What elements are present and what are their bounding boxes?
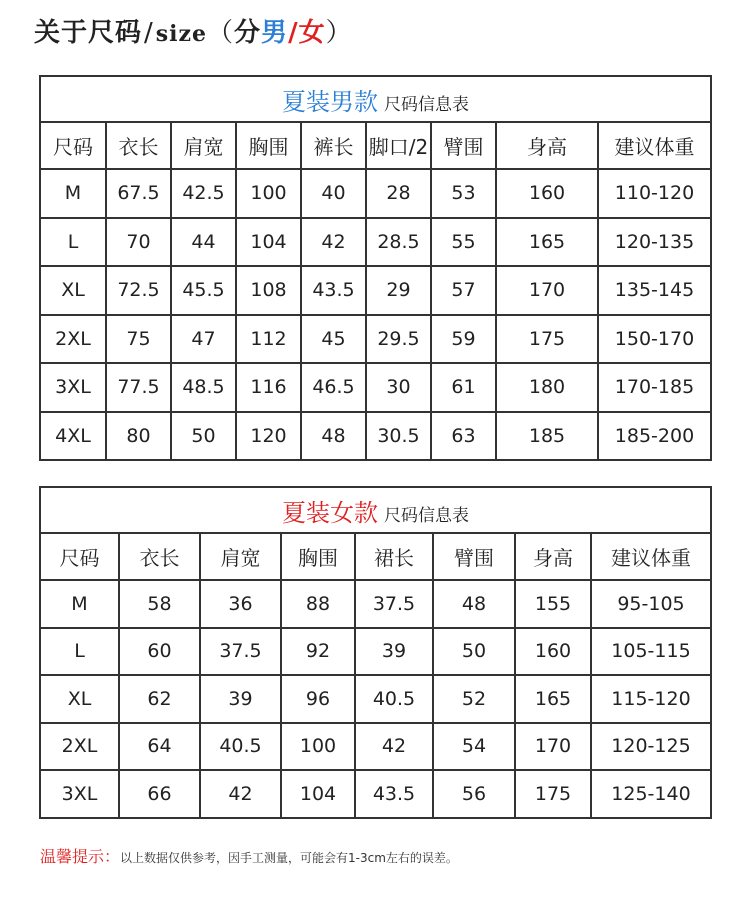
men-size-cell: L xyxy=(40,218,106,267)
women-size-cell: M xyxy=(40,580,119,628)
men-value-cell: 42 xyxy=(301,218,366,267)
men-value-cell: 120-135 xyxy=(598,218,711,267)
notice xyxy=(40,844,458,867)
women-value-cell: 37.5 xyxy=(200,628,281,676)
men-header-cell: 身高 xyxy=(496,122,598,169)
women-header-cell: 建议体重 xyxy=(591,533,711,580)
women-value-cell: 88 xyxy=(281,580,355,628)
women-table-title: 夏装女款 xyxy=(282,498,378,527)
women-value-cell: 37.5 xyxy=(355,580,433,628)
women-value-cell: 92 xyxy=(281,628,355,676)
men-table-row xyxy=(40,315,711,364)
women-size-cell: 2XL xyxy=(40,723,119,771)
men-value-cell: 47 xyxy=(171,315,236,364)
men-value-cell: 63 xyxy=(431,412,496,461)
men-value-cell: 110-120 xyxy=(598,169,711,218)
men-value-cell: 165 xyxy=(496,218,598,267)
women-value-cell: 100 xyxy=(281,723,355,771)
men-value-cell: 185-200 xyxy=(598,412,711,461)
men-size-cell: 2XL xyxy=(40,315,106,364)
women-value-cell: 56 xyxy=(433,770,515,818)
women-value-cell: 125-140 xyxy=(591,770,711,818)
women-value-cell: 175 xyxy=(515,770,591,818)
men-value-cell: 46.5 xyxy=(301,363,366,412)
women-value-cell: 43.5 xyxy=(355,770,433,818)
men-value-cell: 44 xyxy=(171,218,236,267)
women-size-cell: L xyxy=(40,628,119,676)
men-value-cell: 112 xyxy=(236,315,301,364)
men-value-cell: 180 xyxy=(496,363,598,412)
women-size-table xyxy=(39,486,712,819)
men-table-body xyxy=(40,169,711,460)
men-value-cell: 80 xyxy=(106,412,171,461)
men-value-cell: 29 xyxy=(366,266,431,315)
men-value-cell: 43.5 xyxy=(301,266,366,315)
women-table-row xyxy=(40,628,711,676)
men-value-cell: 48 xyxy=(301,412,366,461)
women-value-cell: 95-105 xyxy=(591,580,711,628)
men-value-cell: 40 xyxy=(301,169,366,218)
men-value-cell: 160 xyxy=(496,169,598,218)
women-header-cell: 肩宽 xyxy=(200,533,281,580)
men-value-cell: 72.5 xyxy=(106,266,171,315)
women-value-cell: 48 xyxy=(433,580,515,628)
men-value-cell: 185 xyxy=(496,412,598,461)
women-value-cell: 50 xyxy=(433,628,515,676)
men-table-row xyxy=(40,169,711,218)
men-value-cell: 77.5 xyxy=(106,363,171,412)
men-value-cell: 75 xyxy=(106,315,171,364)
women-header-cell: 裙长 xyxy=(355,533,433,580)
women-table-row xyxy=(40,675,711,723)
women-header-row xyxy=(40,533,711,580)
women-table-subtitle: 尺码信息表 xyxy=(384,505,469,526)
women-header-cell: 胸围 xyxy=(281,533,355,580)
women-value-cell: 105-115 xyxy=(591,628,711,676)
men-value-cell: 42.5 xyxy=(171,169,236,218)
women-value-cell: 104 xyxy=(281,770,355,818)
women-value-cell: 58 xyxy=(119,580,200,628)
women-size-cell: XL xyxy=(40,675,119,723)
men-header-cell: 衣长 xyxy=(106,122,171,169)
men-value-cell: 104 xyxy=(236,218,301,267)
title-paren-open: （ xyxy=(207,18,235,48)
men-table-title: 夏装男款 xyxy=(282,87,378,116)
title-size-word: size xyxy=(155,21,208,47)
title-main: 关于尺码 xyxy=(34,18,143,48)
men-table-subtitle: 尺码信息表 xyxy=(384,94,469,115)
men-value-cell: 175 xyxy=(496,315,598,364)
men-size-table xyxy=(39,75,712,461)
women-table-caption xyxy=(40,487,711,533)
men-header-cell: 肩宽 xyxy=(171,122,236,169)
women-value-cell: 40.5 xyxy=(355,675,433,723)
men-value-cell: 135-145 xyxy=(598,266,711,315)
women-value-cell: 170 xyxy=(515,723,591,771)
women-value-cell: 115-120 xyxy=(591,675,711,723)
women-table-row xyxy=(40,770,711,818)
men-size-cell: XL xyxy=(40,266,106,315)
men-header-cell: 建议体重 xyxy=(598,122,711,169)
women-value-cell: 39 xyxy=(355,628,433,676)
notice-text: 以上数据仅供参考，因手工测量，可能会有1-3cm左右的误差。 xyxy=(120,851,458,865)
men-table-row xyxy=(40,363,711,412)
title-slash2: / xyxy=(288,18,299,48)
men-table-row xyxy=(40,266,711,315)
men-value-cell: 28 xyxy=(366,169,431,218)
men-value-cell: 59 xyxy=(431,315,496,364)
men-value-cell: 45.5 xyxy=(171,266,236,315)
men-header-cell: 裤长 xyxy=(301,122,366,169)
women-header-cell: 衣长 xyxy=(119,533,200,580)
title-paren-close: ） xyxy=(325,18,353,48)
men-header-row xyxy=(40,122,711,169)
title-male: 男 xyxy=(261,18,289,48)
men-value-cell: 29.5 xyxy=(366,315,431,364)
men-value-cell: 67.5 xyxy=(106,169,171,218)
men-value-cell: 48.5 xyxy=(171,363,236,412)
men-size-cell: M xyxy=(40,169,106,218)
men-header-cell: 脚口/2 xyxy=(366,122,431,169)
men-value-cell: 120 xyxy=(236,412,301,461)
women-value-cell: 54 xyxy=(433,723,515,771)
notice-label: 温馨提示： xyxy=(40,847,121,866)
women-table-body xyxy=(40,580,711,818)
men-size-cell: 4XL xyxy=(40,412,106,461)
title-fen: 分 xyxy=(234,18,262,48)
men-header-cell: 尺码 xyxy=(40,122,106,169)
women-value-cell: 120-125 xyxy=(591,723,711,771)
men-value-cell: 55 xyxy=(431,218,496,267)
men-value-cell: 108 xyxy=(236,266,301,315)
men-value-cell: 116 xyxy=(236,363,301,412)
men-table-caption xyxy=(40,76,711,122)
men-table-row xyxy=(40,218,711,267)
men-value-cell: 150-170 xyxy=(598,315,711,364)
women-value-cell: 62 xyxy=(119,675,200,723)
men-size-cell: 3XL xyxy=(40,363,106,412)
women-value-cell: 96 xyxy=(281,675,355,723)
men-value-cell: 30.5 xyxy=(366,412,431,461)
women-table-row xyxy=(40,723,711,771)
women-value-cell: 42 xyxy=(200,770,281,818)
women-header-cell: 尺码 xyxy=(40,533,119,580)
title-female: 女 xyxy=(298,18,326,48)
men-value-cell: 61 xyxy=(431,363,496,412)
women-table-row xyxy=(40,580,711,628)
women-value-cell: 165 xyxy=(515,675,591,723)
women-value-cell: 36 xyxy=(200,580,281,628)
men-value-cell: 50 xyxy=(171,412,236,461)
page-title xyxy=(34,12,353,49)
women-value-cell: 52 xyxy=(433,675,515,723)
men-value-cell: 30 xyxy=(366,363,431,412)
women-value-cell: 39 xyxy=(200,675,281,723)
women-value-cell: 42 xyxy=(355,723,433,771)
men-table-row xyxy=(40,412,711,461)
women-value-cell: 40.5 xyxy=(200,723,281,771)
women-size-cell: 3XL xyxy=(40,770,119,818)
men-value-cell: 100 xyxy=(236,169,301,218)
men-value-cell: 28.5 xyxy=(366,218,431,267)
men-header-cell: 胸围 xyxy=(236,122,301,169)
men-value-cell: 70 xyxy=(106,218,171,267)
women-value-cell: 64 xyxy=(119,723,200,771)
men-value-cell: 57 xyxy=(431,266,496,315)
men-header-cell: 臂围 xyxy=(431,122,496,169)
title-slash: / xyxy=(144,18,154,48)
women-value-cell: 60 xyxy=(119,628,200,676)
women-header-cell: 身高 xyxy=(515,533,591,580)
women-value-cell: 66 xyxy=(119,770,200,818)
men-value-cell: 53 xyxy=(431,169,496,218)
men-value-cell: 45 xyxy=(301,315,366,364)
women-header-cell: 臂围 xyxy=(433,533,515,580)
women-value-cell: 155 xyxy=(515,580,591,628)
men-value-cell: 170 xyxy=(496,266,598,315)
men-value-cell: 170-185 xyxy=(598,363,711,412)
women-value-cell: 160 xyxy=(515,628,591,676)
